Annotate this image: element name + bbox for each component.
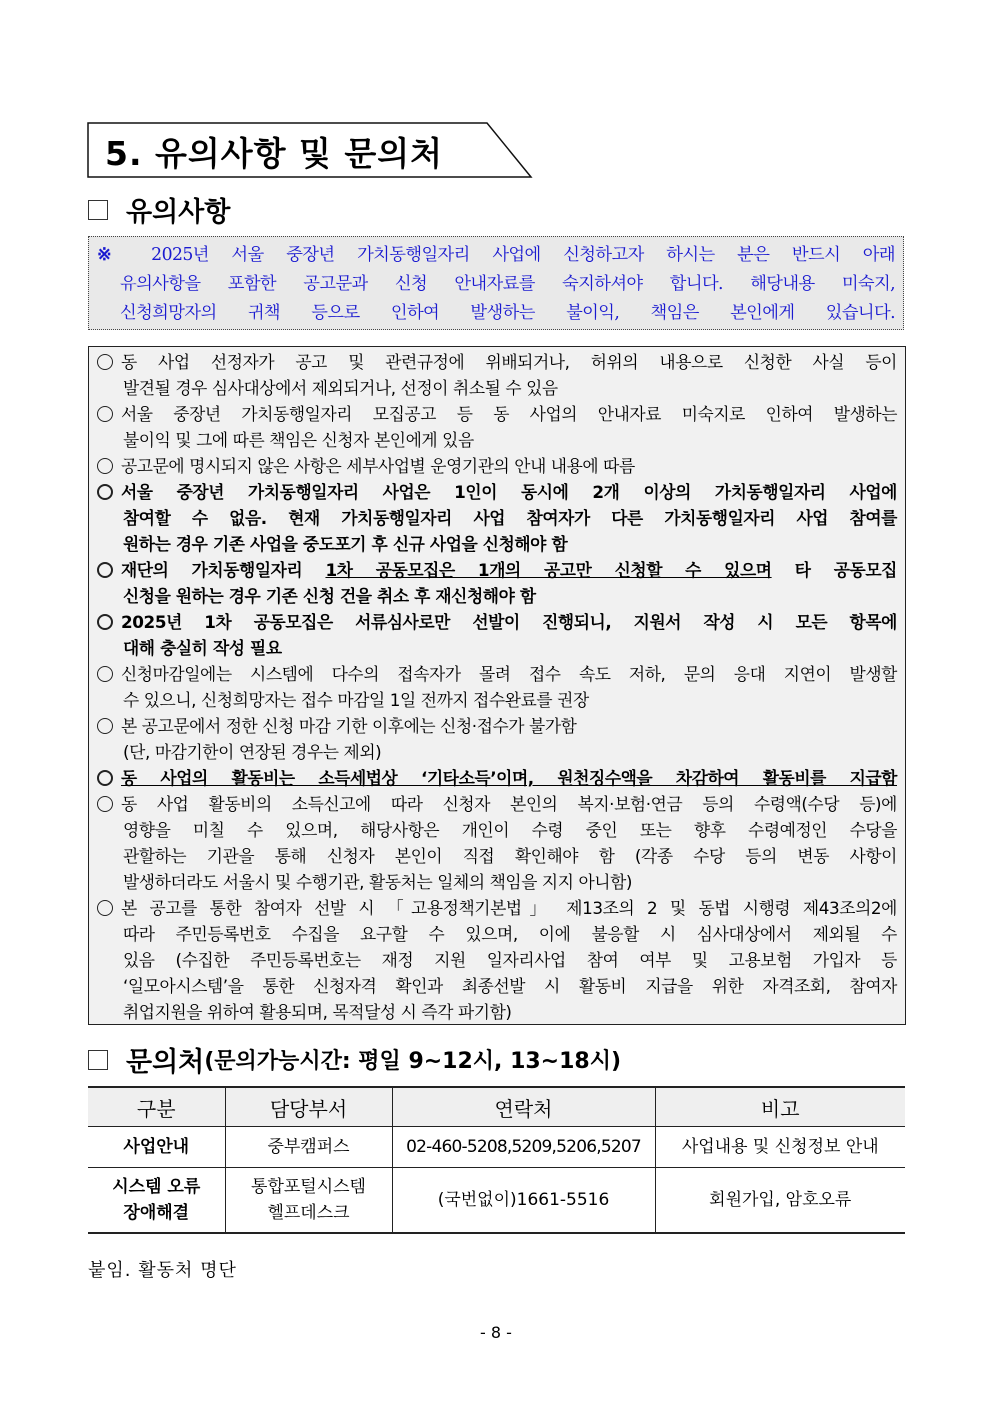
- caution-item: 공고문에 명시되지 않은 사항은 세부사업별 운영기관의 안내 내용에 따름: [97, 453, 897, 479]
- notice-line-2: 유의사항을 포함한 공고문과 신청 안내자료를 숙지하셔야 합니다. 해당내용 미숙지,: [120, 274, 895, 294]
- circle-bullet-icon: [97, 718, 113, 734]
- square-bullet-icon: [88, 200, 108, 220]
- notice-line-3: 신청희망자의 귀책 등으로 인하여 발생하는 불이익, 책임은 본인에게 있습니다.: [120, 303, 895, 323]
- contact-heading-text: 문의처: [126, 1047, 205, 1078]
- caution-item-important: 서울 중장년 가치동행일자리 사업은 1인이 동시에 2개 이상의 가치동행일자리 사업에 참여할 수 없음. 현재 가치동행일자리 사업 참여자가 다른 가치동행일자리 사업 참여를 원하는 경우 기존 사업을 중도포기 후 신규 사업을 신청해야 함: [97, 479, 897, 557]
- reference-mark-icon: ※: [97, 245, 129, 265]
- circle-bullet-icon: [97, 484, 113, 500]
- contact-heading: [88, 1040, 621, 1079]
- department-cell: 중부캠퍼스: [225, 1127, 392, 1168]
- table-header-row: [88, 1087, 905, 1127]
- caution-item: 본 공고를 통한 참여자 선발 시 「고용정책기본법」 제13조의 2 및 동법 시행령 제43조의2에 따라 주민등록번호 수집을 요구할 수 있으며, 이에 불응할 시 심사대상에서 제외될 수 있음 (수집한 주민등록번호는 재정 지원 일자리사업 참여 여부 및 고용보험 가입자 등 ‘일모아시스템’을 통한 신청자격 확인과 최종선발 시 활동비 지급을 위한 자격조회, 참여자 취업지원을 위하여 활용되며, 목적달성 시 즉각 파기함): [97, 895, 897, 1025]
- circle-bullet-icon: [97, 406, 113, 422]
- caution-item-important: 2025년 1차 공동모집은 서류심사로만 선발이 진행되니, 지원서 작성 시 모든 항목에 대해 충실히 작성 필요: [97, 609, 897, 661]
- circle-bullet-icon: [97, 900, 113, 916]
- column-header: 연락처: [392, 1087, 655, 1127]
- notice-line-1: ※ 2025년 서울 중장년 가치동행일자리 사업에 신청하고자 하시는 분은 반드시 아래: [97, 245, 895, 265]
- circle-bullet-icon: [97, 562, 113, 578]
- caution-item: 동 사업 선정자가 공고 및 관련규정에 위배되거나, 허위의 내용으로 신청한 사실 등이 발견될 경우 심사대상에서 제외되거나, 선정이 취소될 수 있음: [97, 349, 897, 401]
- note-cell: 사업내용 및 신청정보 안내: [655, 1127, 905, 1168]
- note-cell: 회원가입, 암호오류: [655, 1168, 905, 1234]
- attachment-note: 붙임. 활동처 명단: [88, 1260, 237, 1281]
- section-title-box: [87, 122, 532, 177]
- caution-item-important: [97, 765, 897, 791]
- column-header: 비고: [655, 1087, 905, 1127]
- column-header: 구분: [88, 1087, 225, 1127]
- square-bullet-icon: [88, 1050, 108, 1070]
- section-title: 5. 유의사항 및 문의처: [105, 134, 443, 173]
- caution-item: 신청마감일에는 시스템에 다수의 접속자가 몰려 접수 속도 저하, 문의 응대 지연이 발생할 수 있으니, 신청희망자는 접수 마감일 1일 전까지 접수완료를 권장: [97, 661, 897, 713]
- phone-cell: 02-460-5208,5209,5206,5207: [392, 1127, 655, 1168]
- contact-hours: (문의가능시간: 평일 9~12시, 13~18시): [204, 1049, 622, 1074]
- cautions-heading-text: 유의사항: [126, 197, 231, 228]
- notice-box: [88, 236, 904, 330]
- page-number: - 8 -: [480, 1323, 512, 1342]
- phone-cell: (국번없이)1661-5516: [392, 1168, 655, 1234]
- circle-bullet-icon: [97, 796, 113, 812]
- caution-item: 서울 중장년 가치동행일자리 모집공고 등 동 사업의 안내자료 미숙지로 인하여 발생하는 불이익 및 그에 따른 책임은 신청자 본인에게 있음: [97, 401, 897, 453]
- caution-item: 동 사업 활동비의 소득신고에 따라 신청자 본인의 복지·보험·연금 등의 수령액(수당 등)에 영향을 미칠 수 있으며, 해당사항은 개인이 수령 중인 또는 향후 수령예정인 수당을 관할하는 기관을 통해 신청자 본인이 직접 확인해야 함 (각종 수당 등의 변동 사항이 발생하더라도 서울시 및 수행기관, 활동처는 일체의 책임을 지지 아니함): [97, 791, 897, 895]
- circle-bullet-icon: [97, 354, 113, 370]
- table-row: [88, 1168, 905, 1234]
- circle-bullet-icon: [97, 614, 113, 630]
- column-header: 담당부서: [225, 1087, 392, 1127]
- circle-bullet-icon: [97, 666, 113, 682]
- underlined-emphasis: 동 사업의 활동비는 소득세법상 ‘기타소득’이며, 원천징수액을 차감하여 활동비를 지급함: [121, 768, 897, 788]
- category-cell: 시스템 오류 장애해결: [88, 1168, 225, 1234]
- table-row: [88, 1127, 905, 1168]
- cautions-heading: [88, 190, 230, 229]
- department-cell: 통합포털시스템 헬프데스크: [225, 1168, 392, 1234]
- caution-item: 본 공고문에서 정한 신청 마감 기한 이후에는 신청·접수가 불가함 (단, 마감기한이 연장된 경우는 제외): [97, 713, 897, 765]
- circle-bullet-icon: [97, 458, 113, 474]
- caution-item-important: 재단의 가치동행일자리 1차 공동모집은 1개의 공고만 신청할 수 있으며 타 공동모집 신청을 원하는 경우 기존 신청 건을 취소 후 재신청해야 함: [97, 557, 897, 609]
- contact-table: [88, 1086, 905, 1234]
- underlined-emphasis: 1차 공동모집은 1개의 공고만 신청할 수 있으며: [325, 560, 772, 580]
- category-cell: 사업안내: [88, 1127, 225, 1168]
- cautions-list: [88, 346, 906, 1025]
- circle-bullet-icon: [97, 770, 113, 786]
